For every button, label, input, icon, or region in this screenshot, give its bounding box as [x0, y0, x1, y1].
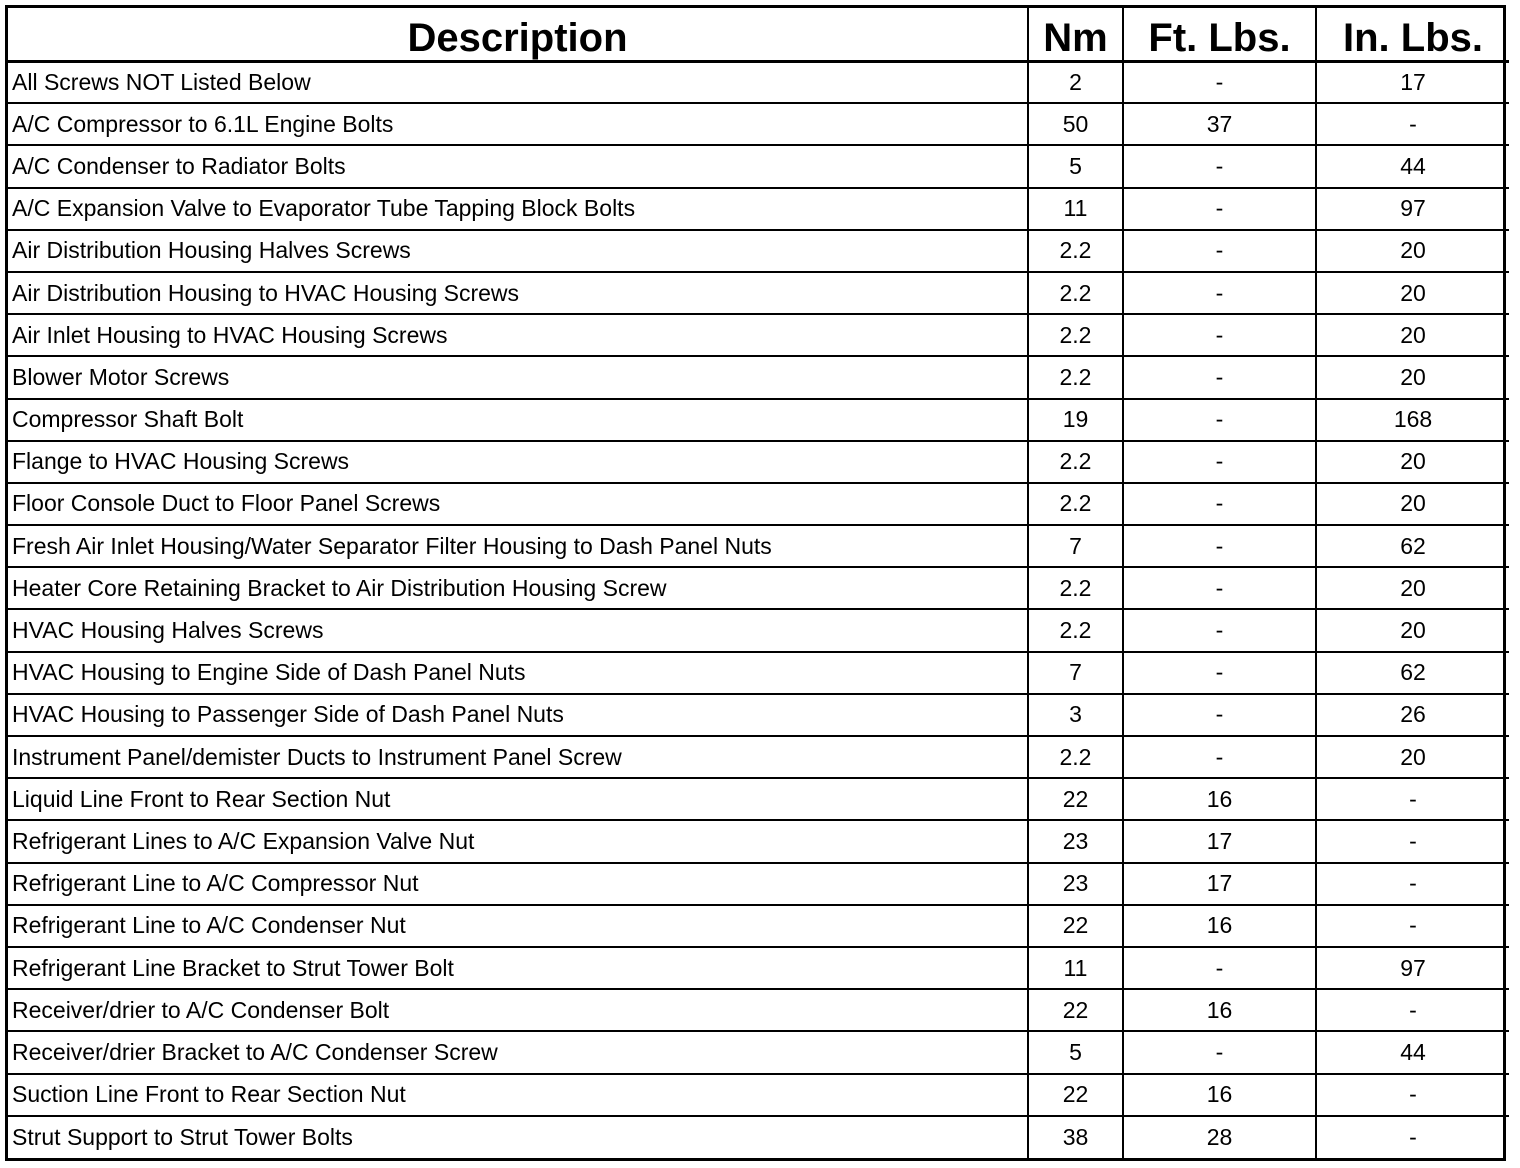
cell-ft-lbs: - — [1123, 314, 1316, 356]
cell-ft-lbs: - — [1123, 188, 1316, 230]
table-row — [8, 820, 1509, 862]
cell-in-lbs: 62 — [1316, 525, 1509, 567]
cell-description: A/C Expansion Valve to Evaporator Tube Tapping Block Bolts — [8, 188, 1028, 230]
cell-nm: 38 — [1028, 1116, 1123, 1158]
torque-spec-table-container — [5, 5, 1506, 1161]
cell-description: HVAC Housing to Engine Side of Dash Panel Nuts — [8, 652, 1028, 694]
cell-nm: 22 — [1028, 778, 1123, 820]
cell-nm: 5 — [1028, 145, 1123, 187]
table-row — [8, 103, 1509, 145]
cell-in-lbs: - — [1316, 905, 1509, 947]
cell-nm: 2.2 — [1028, 314, 1123, 356]
cell-in-lbs: 62 — [1316, 652, 1509, 694]
table-row — [8, 947, 1509, 989]
torque-spec-table — [8, 8, 1509, 1158]
cell-ft-lbs: 28 — [1123, 1116, 1316, 1158]
cell-description: Air Inlet Housing to HVAC Housing Screws — [8, 314, 1028, 356]
cell-nm: 2.2 — [1028, 483, 1123, 525]
cell-ft-lbs: 16 — [1123, 989, 1316, 1031]
cell-description: Refrigerant Line Bracket to Strut Tower Bolt — [8, 947, 1028, 989]
cell-in-lbs: 20 — [1316, 230, 1509, 272]
cell-nm: 11 — [1028, 947, 1123, 989]
cell-in-lbs: 20 — [1316, 609, 1509, 651]
cell-ft-lbs: 17 — [1123, 820, 1316, 862]
cell-in-lbs: 44 — [1316, 1031, 1509, 1073]
cell-in-lbs: 20 — [1316, 736, 1509, 778]
cell-description: Heater Core Retaining Bracket to Air Distribution Housing Screw — [8, 567, 1028, 609]
table-row — [8, 230, 1509, 272]
cell-ft-lbs: - — [1123, 736, 1316, 778]
table-row — [8, 694, 1509, 736]
cell-ft-lbs: 37 — [1123, 103, 1316, 145]
cell-nm: 7 — [1028, 652, 1123, 694]
table-row — [8, 652, 1509, 694]
cell-ft-lbs: - — [1123, 61, 1316, 103]
cell-description: Flange to HVAC Housing Screws — [8, 441, 1028, 483]
cell-nm: 3 — [1028, 694, 1123, 736]
cell-description: Suction Line Front to Rear Section Nut — [8, 1074, 1028, 1116]
cell-description: Refrigerant Lines to A/C Expansion Valve Nut — [8, 820, 1028, 862]
cell-description: Liquid Line Front to Rear Section Nut — [8, 778, 1028, 820]
cell-description: Instrument Panel/demister Ducts to Instrument Panel Screw — [8, 736, 1028, 778]
table-row — [8, 188, 1509, 230]
cell-nm: 2.2 — [1028, 441, 1123, 483]
table-row — [8, 61, 1509, 103]
cell-ft-lbs: - — [1123, 272, 1316, 314]
cell-nm: 2.2 — [1028, 567, 1123, 609]
cell-in-lbs: - — [1316, 1074, 1509, 1116]
cell-description: HVAC Housing Halves Screws — [8, 609, 1028, 651]
cell-ft-lbs: - — [1123, 525, 1316, 567]
table-row — [8, 356, 1509, 398]
cell-ft-lbs: 16 — [1123, 905, 1316, 947]
cell-in-lbs: 20 — [1316, 314, 1509, 356]
cell-ft-lbs: - — [1123, 694, 1316, 736]
cell-nm: 2.2 — [1028, 272, 1123, 314]
table-row — [8, 145, 1509, 187]
cell-ft-lbs: - — [1123, 567, 1316, 609]
cell-nm: 22 — [1028, 905, 1123, 947]
cell-ft-lbs: 16 — [1123, 1074, 1316, 1116]
cell-ft-lbs: - — [1123, 145, 1316, 187]
cell-nm: 50 — [1028, 103, 1123, 145]
cell-description: Blower Motor Screws — [8, 356, 1028, 398]
cell-in-lbs: 20 — [1316, 356, 1509, 398]
cell-ft-lbs: 17 — [1123, 863, 1316, 905]
cell-nm: 19 — [1028, 399, 1123, 441]
table-body — [8, 61, 1509, 1158]
cell-description: Receiver/drier Bracket to A/C Condenser Screw — [8, 1031, 1028, 1073]
table-row — [8, 609, 1509, 651]
cell-description: Floor Console Duct to Floor Panel Screws — [8, 483, 1028, 525]
cell-in-lbs: - — [1316, 1116, 1509, 1158]
header-description: Description — [8, 8, 1028, 61]
cell-in-lbs: 20 — [1316, 567, 1509, 609]
cell-description: Compressor Shaft Bolt — [8, 399, 1028, 441]
cell-in-lbs: 44 — [1316, 145, 1509, 187]
cell-ft-lbs: - — [1123, 652, 1316, 694]
cell-in-lbs: 20 — [1316, 272, 1509, 314]
cell-in-lbs: - — [1316, 863, 1509, 905]
cell-in-lbs: - — [1316, 989, 1509, 1031]
table-row — [8, 567, 1509, 609]
cell-description: HVAC Housing to Passenger Side of Dash Panel Nuts — [8, 694, 1028, 736]
cell-in-lbs: - — [1316, 778, 1509, 820]
table-row — [8, 905, 1509, 947]
cell-description: Refrigerant Line to A/C Condenser Nut — [8, 905, 1028, 947]
cell-description: All Screws NOT Listed Below — [8, 61, 1028, 103]
cell-description: Fresh Air Inlet Housing/Water Separator Filter Housing to Dash Panel Nuts — [8, 525, 1028, 567]
cell-in-lbs: 20 — [1316, 483, 1509, 525]
table-header-row — [8, 8, 1509, 61]
cell-nm: 2.2 — [1028, 356, 1123, 398]
table-row — [8, 1031, 1509, 1073]
cell-description: Receiver/drier to A/C Condenser Bolt — [8, 989, 1028, 1031]
cell-in-lbs: 97 — [1316, 947, 1509, 989]
cell-description: A/C Compressor to 6.1L Engine Bolts — [8, 103, 1028, 145]
cell-nm: 22 — [1028, 989, 1123, 1031]
cell-nm: 23 — [1028, 820, 1123, 862]
cell-in-lbs: 20 — [1316, 441, 1509, 483]
cell-nm: 2.2 — [1028, 736, 1123, 778]
cell-ft-lbs: - — [1123, 356, 1316, 398]
table-row — [8, 1116, 1509, 1158]
cell-ft-lbs: - — [1123, 1031, 1316, 1073]
cell-description: Air Distribution Housing to HVAC Housing Screws — [8, 272, 1028, 314]
table-row — [8, 399, 1509, 441]
table-row — [8, 314, 1509, 356]
header-ft-lbs: Ft. Lbs. — [1123, 8, 1316, 61]
cell-ft-lbs: - — [1123, 441, 1316, 483]
cell-nm: 23 — [1028, 863, 1123, 905]
table-row — [8, 483, 1509, 525]
cell-description: Air Distribution Housing Halves Screws — [8, 230, 1028, 272]
table-row — [8, 1074, 1509, 1116]
cell-nm: 2.2 — [1028, 609, 1123, 651]
header-in-lbs: In. Lbs. — [1316, 8, 1509, 61]
cell-ft-lbs: - — [1123, 947, 1316, 989]
cell-in-lbs: - — [1316, 820, 1509, 862]
cell-description: Refrigerant Line to A/C Compressor Nut — [8, 863, 1028, 905]
cell-ft-lbs: 16 — [1123, 778, 1316, 820]
table-row — [8, 989, 1509, 1031]
table-row — [8, 525, 1509, 567]
cell-nm: 2 — [1028, 61, 1123, 103]
table-row — [8, 272, 1509, 314]
table-row — [8, 863, 1509, 905]
cell-ft-lbs: - — [1123, 230, 1316, 272]
cell-ft-lbs: - — [1123, 483, 1316, 525]
table-row — [8, 441, 1509, 483]
cell-ft-lbs: - — [1123, 399, 1316, 441]
cell-ft-lbs: - — [1123, 609, 1316, 651]
table-row — [8, 736, 1509, 778]
header-nm: Nm — [1028, 8, 1123, 61]
cell-in-lbs: - — [1316, 103, 1509, 145]
cell-in-lbs: 17 — [1316, 61, 1509, 103]
cell-nm: 2.2 — [1028, 230, 1123, 272]
cell-in-lbs: 97 — [1316, 188, 1509, 230]
cell-nm: 5 — [1028, 1031, 1123, 1073]
cell-nm: 7 — [1028, 525, 1123, 567]
cell-nm: 11 — [1028, 188, 1123, 230]
cell-in-lbs: 26 — [1316, 694, 1509, 736]
cell-nm: 22 — [1028, 1074, 1123, 1116]
cell-description: A/C Condenser to Radiator Bolts — [8, 145, 1028, 187]
table-row — [8, 778, 1509, 820]
cell-description: Strut Support to Strut Tower Bolts — [8, 1116, 1028, 1158]
cell-in-lbs: 168 — [1316, 399, 1509, 441]
